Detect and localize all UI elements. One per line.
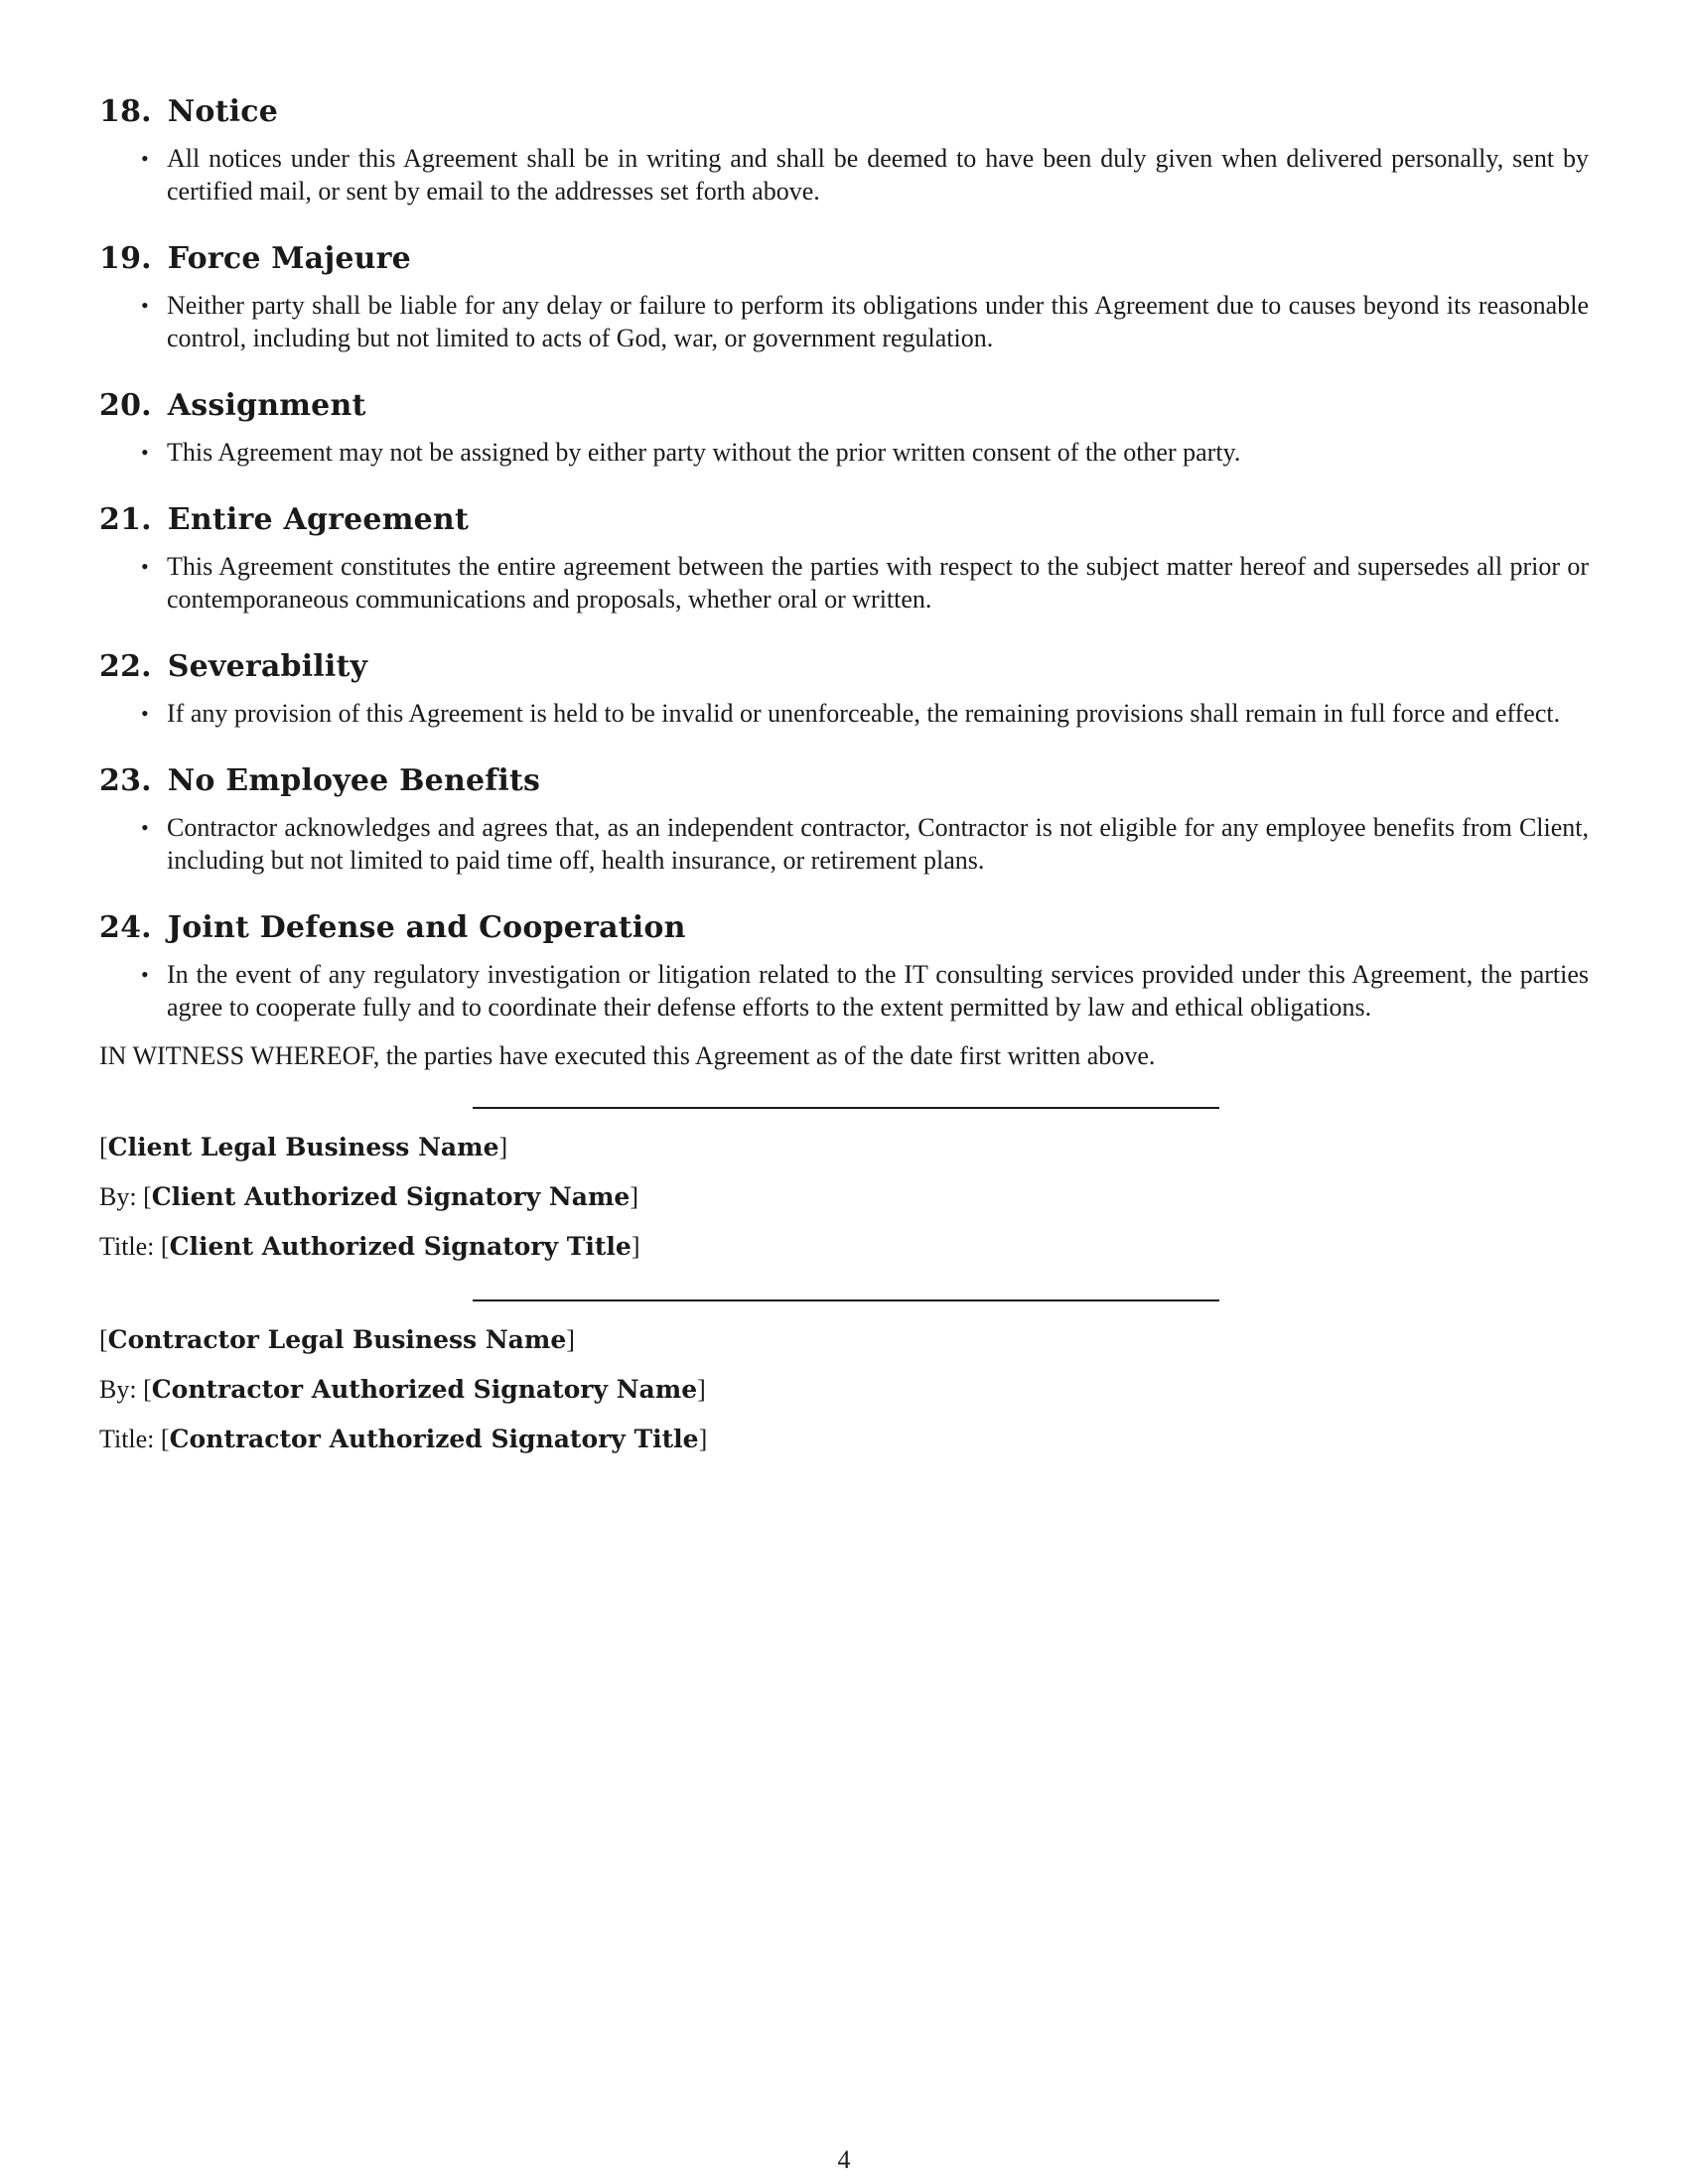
client-title-line: Title: [Client Authorized Signatory Title] [99,1232,640,1261]
section-number: 21. [99,502,152,537]
section-joint-defense [99,908,1589,1024]
witness-statement: IN WITNESS WHEREOF, the parties have executed this Agreement as of the date first written above. [99,1041,1156,1070]
document-body [99,92,1589,1472]
bullet-list [99,289,1589,354]
client-business-name: Client Legal Business Name [107,1133,499,1161]
bullet-list [99,697,1589,730]
title-label: Title: [99,1425,155,1453]
section-no-employee-benefits [99,761,1589,877]
section-title: Assignment [167,388,366,423]
contractor-title-line: Title: [Contractor Authorized Signatory Title] [99,1425,708,1453]
bullet-list [99,958,1589,1024]
section-notice [99,92,1589,207]
section-title: Notice [167,94,279,129]
section-number: 18. [99,94,152,129]
section-entire-agreement [99,500,1589,615]
list-item [99,958,1589,1024]
clause-text: If any provision of this Agreement is held to be invalid or unenforceable, the remaining provisions shall remain in full force and effect. [167,699,1561,728]
title-label: Title: [99,1232,155,1261]
by-label: By: [99,1182,137,1211]
page-number: 4 [837,2145,851,2174]
client-signature-line [473,1107,1219,1109]
contractor-by-line: By: [Contractor Authorized Signatory Name] [99,1375,706,1404]
section-title: Entire Agreement [167,502,469,537]
list-item [99,811,1589,877]
bullet-icon: • [141,962,149,987]
clause-text: Neither party shall be liable for any delay or failure to perform its obligations under this Agreement due to causes beyond its reasonable control, including but not limited to acts of God, war, or government regulation. [167,291,1589,352]
section-number: 23. [99,763,152,798]
by-label: By: [99,1375,137,1404]
contractor-signature-line [473,1299,1219,1301]
section-title: Severability [167,649,368,684]
contractor-signatory-name: Contractor Authorized Signatory Name [151,1375,698,1404]
section-heading [99,500,1589,540]
bullet-icon: • [141,815,149,840]
contractor-business-name: Contractor Legal Business Name [107,1325,567,1354]
contractor-signatory-title: Contractor Authorized Signatory Title [169,1425,699,1453]
section-heading [99,92,1589,132]
clause-text: In the event of any regulatory investigation or litigation related to the IT consulting services provided under this Agreement, the parties agree to cooperate fully and to coordinate their defense efforts to the extent permitted by law and ethical obligations. [167,960,1589,1022]
list-item [99,289,1589,354]
section-number: 24. [99,910,152,945]
contractor-business-name-line: [Contractor Legal Business Name] [99,1325,575,1354]
section-heading [99,761,1589,801]
bullet-list [99,436,1589,469]
bullet-list [99,550,1589,615]
section-heading [99,908,1589,948]
client-by-line: By: [Client Authorized Signatory Name] [99,1182,639,1211]
section-number: 20. [99,388,152,423]
clause-text: Contractor acknowledges and agrees that, as an independent contractor, Contractor is not eligible for any employee benefits from Client, including but not limited to paid time off, health insurance, or retirement plans. [167,813,1589,875]
section-assignment [99,386,1589,469]
client-signatory-name: Client Authorized Signatory Name [151,1182,631,1211]
section-force-majeure [99,239,1589,354]
list-item [99,436,1589,469]
section-heading [99,239,1589,279]
client-signatory-title: Client Authorized Signatory Title [169,1232,632,1261]
section-heading [99,386,1589,426]
bullet-list [99,142,1589,207]
section-title: No Employee Benefits [167,763,541,798]
section-title: Joint Defense and Cooperation [167,910,686,945]
clause-text: This Agreement constitutes the entire agreement between the parties with respect to the subject matter hereof and supersedes all prior or contemporaneous communications and proposals, whether oral or written. [167,552,1589,614]
list-item [99,550,1589,615]
section-title: Force Majeure [167,241,411,276]
bullet-icon: • [141,701,149,726]
bullet-list [99,811,1589,877]
bullet-icon: • [141,146,149,171]
client-signature-block [99,1107,1589,1263]
clause-text: All notices under this Agreement shall be in writing and shall be deemed to have been duly given when delivered personally, sent by certified mail, or sent by email to the addresses set forth above. [167,144,1589,205]
section-severability [99,647,1589,730]
bullet-icon: • [141,440,149,465]
client-business-name-line: [Client Legal Business Name] [99,1133,508,1161]
list-item [99,142,1589,207]
list-item [99,697,1589,730]
contractor-signature-block [99,1299,1589,1455]
clause-text: This Agreement may not be assigned by either party without the prior written consent of the other party. [167,438,1241,467]
section-heading [99,647,1589,687]
bullet-icon: • [141,293,149,318]
section-number: 22. [99,649,152,684]
section-number: 19. [99,241,152,276]
bullet-icon: • [141,554,149,579]
